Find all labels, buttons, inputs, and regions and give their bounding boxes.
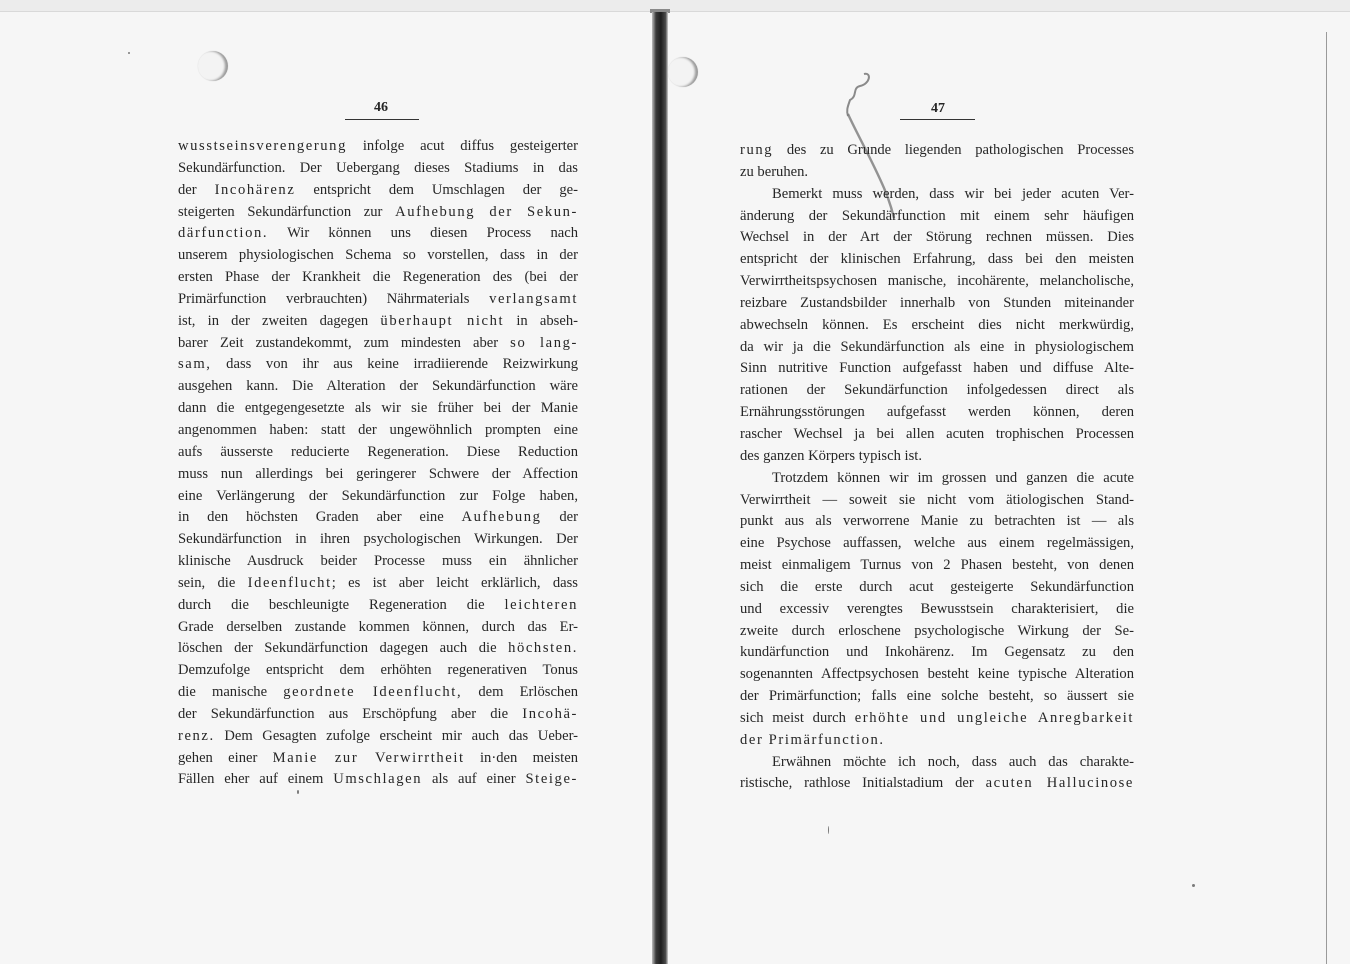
text-segment: Sekundärfunction in ihren psychologischen Wirkungen. Der <box>178 531 578 548</box>
text-segment: kundärfunction und Inkohärenz. Im Gegensatz zu den <box>740 644 1134 661</box>
text-segment: löschen der Sekundärfunction dagegen auch die <box>178 640 509 657</box>
text-line <box>740 249 1134 271</box>
text-line <box>740 752 1134 774</box>
text-line <box>740 140 1134 162</box>
text-line <box>178 573 578 595</box>
text-line <box>740 271 1134 293</box>
text-line <box>178 223 578 245</box>
text-line <box>740 599 1134 621</box>
text-line <box>178 529 578 551</box>
text-segment: die manische <box>178 684 284 701</box>
text-line <box>178 726 578 748</box>
text-segment: zweite durch erloschene psychologische Wirkung der Se- <box>740 622 1134 639</box>
text-line <box>178 551 578 573</box>
text-line <box>740 184 1134 206</box>
text-segment: Sekundärfunction. Der Uebergang dieses Stadiums in das <box>178 159 578 176</box>
text-line <box>740 577 1134 599</box>
dust-speck <box>1192 884 1195 887</box>
text-segment: rascher Wechsel ja bei allen acuten trophischen Processen <box>740 425 1134 442</box>
emphasized-text: därfunction. <box>178 225 269 242</box>
text-segment: dass von ihr aus keine irradiierende Reizwirkung <box>211 356 578 373</box>
emphasized-text: leichteren <box>504 596 578 613</box>
text-line <box>178 354 578 376</box>
scan-top-edge <box>0 0 1350 12</box>
text-segment: eine Psychose auffassen, welche aus einem regelmässigen, <box>740 535 1134 552</box>
text-segment: dann die entgegengesetzte als wir sie früher bei der Manie <box>178 400 578 417</box>
text-segment: abwechseln können. Es erscheint dies nicht merkwürdig, <box>740 316 1134 333</box>
text-line <box>740 621 1134 643</box>
text-segment: dem Erlöschen <box>462 684 578 701</box>
text-segment: Verwirrtheitspsychosen manische, incohärente, melancholische, <box>740 273 1134 290</box>
emphasized-text: höchsten. <box>508 640 578 657</box>
text-line <box>178 158 578 180</box>
text-segment: der Sekundärfunction aus Erschöpfung aber die <box>178 705 523 722</box>
page-number-rule <box>900 119 975 120</box>
text-line <box>740 293 1134 315</box>
emphasized-text: acuten Hallucinose <box>985 775 1134 792</box>
text-line <box>178 333 578 355</box>
page-number: 47 <box>931 101 945 116</box>
text-line <box>178 311 578 333</box>
text-segment: angenommen haben: statt der ungewöhnlich prompten eine <box>178 421 578 438</box>
text-segment: muss nun allerdings bei geringerer Schwere der Affection <box>178 465 578 482</box>
text-line <box>178 376 578 398</box>
text-line <box>178 748 578 770</box>
page-edge-line <box>1326 32 1327 964</box>
right-page-body-text <box>740 140 1134 795</box>
text-line <box>178 704 578 726</box>
text-segment: Sinn nutritive Function aufgefasst haben und diffuse Alte- <box>740 360 1134 377</box>
page-number: 46 <box>374 100 388 115</box>
emphasized-text: der Primärfunction. <box>740 731 885 748</box>
emphasized-text: so lang- <box>510 334 579 351</box>
book-binding-gutter <box>652 12 668 964</box>
text-segment: Bemerkt muss werden, dass wir bei jeder acuten Ver- <box>772 185 1134 202</box>
text-line <box>740 664 1134 686</box>
text-line <box>178 398 578 420</box>
text-line <box>178 180 578 202</box>
text-segment: sich meist durch <box>740 709 855 726</box>
text-segment: des zu Grunde liegenden pathologischen Processes <box>773 142 1134 158</box>
text-line <box>740 642 1134 664</box>
text-segment: eine Verlängerung der Sekundärfunction zur Folge haben, <box>178 487 578 504</box>
text-segment: der <box>178 181 215 198</box>
text-line <box>740 380 1134 402</box>
text-line <box>740 686 1134 708</box>
emphasized-text: geordnete Ideenflucht, <box>283 684 463 701</box>
emphasized-text: Manie zur Verwirrtheit <box>272 749 465 766</box>
text-segment: ersten Phase der Krankheit die Regeneration des (bei der <box>178 269 578 286</box>
text-segment: entspricht dem Umschlagen der ge- <box>295 181 578 198</box>
text-segment: gehen einer <box>178 749 273 766</box>
text-line <box>740 358 1134 380</box>
text-line <box>740 730 1134 752</box>
text-line <box>178 267 578 289</box>
text-segment: Demzufolge entspricht dem erhöhten regenerativen Tonus <box>178 662 578 679</box>
text-line <box>740 162 1134 184</box>
emphasized-text: Aufhebung <box>461 509 542 526</box>
dust-speck <box>828 826 829 834</box>
text-segment: als auf einer <box>422 771 526 788</box>
text-segment: infolge acut diffus gesteigerter <box>346 138 578 154</box>
emphasized-text: Incohärenz <box>214 181 296 198</box>
emphasized-text: Aufhebung der Sekun- <box>395 203 578 220</box>
text-segment: Fällen eher auf einem <box>178 771 334 788</box>
emphasized-text: sam, <box>178 356 212 373</box>
text-segment: aufs äusserste reducierte Regeneration. Diese Reduction <box>178 443 578 460</box>
text-segment: ristische, rathlose Initialstadium der <box>740 775 986 792</box>
text-segment: Dem Gesagten zufolge erscheint mir auch das Ueber- <box>214 727 578 744</box>
text-line <box>178 136 578 158</box>
text-segment: Primärfunction verbrauchten) Nährmaterials <box>178 290 490 307</box>
text-segment: Trotzdem können wir im grossen und ganzen die acute <box>772 469 1134 486</box>
text-line <box>740 424 1134 446</box>
page-number-rule <box>345 119 419 120</box>
text-line <box>740 708 1134 730</box>
text-segment: klinische Ausdruck beider Processe muss ein ähnlicher <box>178 553 578 570</box>
text-line <box>178 420 578 442</box>
text-segment: meist einmaligem Turnus von 2 Phasen besteht, von denen <box>740 557 1134 574</box>
emphasized-text: Ideenflucht <box>247 574 332 591</box>
text-segment: durch die beschleunigte Regeneration die <box>178 596 505 613</box>
text-segment: steigerten Sekundärfunction zur <box>178 203 396 220</box>
text-segment: der Primärfunction; falls eine solche besteht, so äussert sie <box>740 688 1134 705</box>
text-line <box>740 468 1134 490</box>
text-line <box>178 638 578 660</box>
text-segment: Ernährungsstörungen aufgefasst werden können, deren <box>740 404 1134 421</box>
emphasized-text: Incohä- <box>522 705 578 722</box>
emphasized-text: überhaupt nicht <box>380 312 505 329</box>
text-segment: und excessiv verengtes Bewusstsein charakterisiert, die <box>740 600 1134 617</box>
text-line <box>740 446 1134 468</box>
emphasized-text: Umschlagen <box>333 771 423 788</box>
text-segment: in den höchsten Graden aber eine <box>178 509 462 526</box>
text-line <box>740 206 1134 228</box>
text-segment: unserem physiologischen Schema so vorstellen, dass in der <box>178 247 578 264</box>
text-segment: des ganzen Körpers typisch ist. <box>740 447 922 464</box>
text-segment: Wir können uns diesen Process nach <box>268 225 578 242</box>
text-segment: ausgehen kann. Die Alteration der Sekundärfunction wäre <box>178 378 578 395</box>
text-line <box>740 511 1134 533</box>
text-segment: Grade derselben zustande kommen können, durch das Er- <box>178 618 578 635</box>
text-line <box>178 682 578 704</box>
text-segment: sein, die <box>178 574 248 591</box>
text-line <box>178 289 578 311</box>
text-segment: ; es ist aber leicht erklärlich, dass <box>331 574 578 591</box>
text-line <box>740 773 1134 795</box>
text-line <box>740 555 1134 577</box>
text-segment: sogenannten Affectpsychosen besteht keine typische Alteration <box>740 666 1134 683</box>
text-line <box>740 533 1134 555</box>
text-line <box>178 617 578 639</box>
text-line <box>178 245 578 267</box>
text-line <box>740 402 1134 424</box>
punch-hole-right <box>668 57 698 87</box>
text-line <box>740 337 1134 359</box>
text-line <box>740 227 1134 249</box>
text-line <box>740 315 1134 337</box>
text-line <box>178 464 578 486</box>
emphasized-text: Steige- <box>525 771 578 788</box>
text-segment: da wir ja die Sekundärfunction als eine in physiologischem <box>740 338 1134 355</box>
left-page-body-text <box>178 136 578 791</box>
text-segment: sich die erste durch acut gesteigerte Sekundärfunction <box>740 578 1134 595</box>
text-segment: in·den meisten <box>464 749 578 766</box>
text-segment: der <box>541 509 578 526</box>
emphasized-text: erhöhte und ungleiche Anregbarkeit <box>854 709 1135 726</box>
emphasized-text: wusstseinsverengerung <box>178 138 347 154</box>
text-line <box>178 769 578 791</box>
text-segment: barer Zeit zustandekommt, zum mindesten aber <box>178 334 511 351</box>
text-segment: Wechsel in der Art der Störung rechnen müssen. Dies <box>740 229 1134 246</box>
emphasized-text: renz. <box>178 727 215 744</box>
text-segment: zu beruhen. <box>740 163 809 180</box>
text-segment: ist, in der zweiten dagegen <box>178 312 381 329</box>
text-line <box>178 595 578 617</box>
text-line <box>178 442 578 464</box>
text-segment: entspricht der klinischen Erfahrung, dass bei den meisten <box>740 251 1134 268</box>
text-segment: punkt aus als verworrene Manie zu betrachten ist — als <box>740 513 1134 530</box>
text-line <box>178 486 578 508</box>
text-segment: reizbare Zustandsbilder innerhalb von Stunden miteinander <box>740 294 1134 311</box>
text-line <box>178 507 578 529</box>
emphasized-text: verlangsamt <box>489 290 578 307</box>
text-segment: Verwirrtheit — soweit sie nicht vom ätiologischen Stand- <box>740 491 1134 508</box>
text-segment: änderung der Sekundärfunction mit einem sehr häufigen <box>740 207 1134 224</box>
text-line <box>178 660 578 682</box>
text-segment: Erwähnen möchte ich noch, dass auch das charakte- <box>772 753 1134 770</box>
text-line <box>178 202 578 224</box>
text-segment: in abseh- <box>504 312 578 329</box>
text-line <box>740 490 1134 512</box>
dust-speck <box>128 52 130 54</box>
text-segment: rationen der Sekundärfunction infolgedessen direct als <box>740 382 1134 399</box>
punch-hole-left <box>198 51 228 81</box>
emphasized-text: rung <box>740 142 774 158</box>
